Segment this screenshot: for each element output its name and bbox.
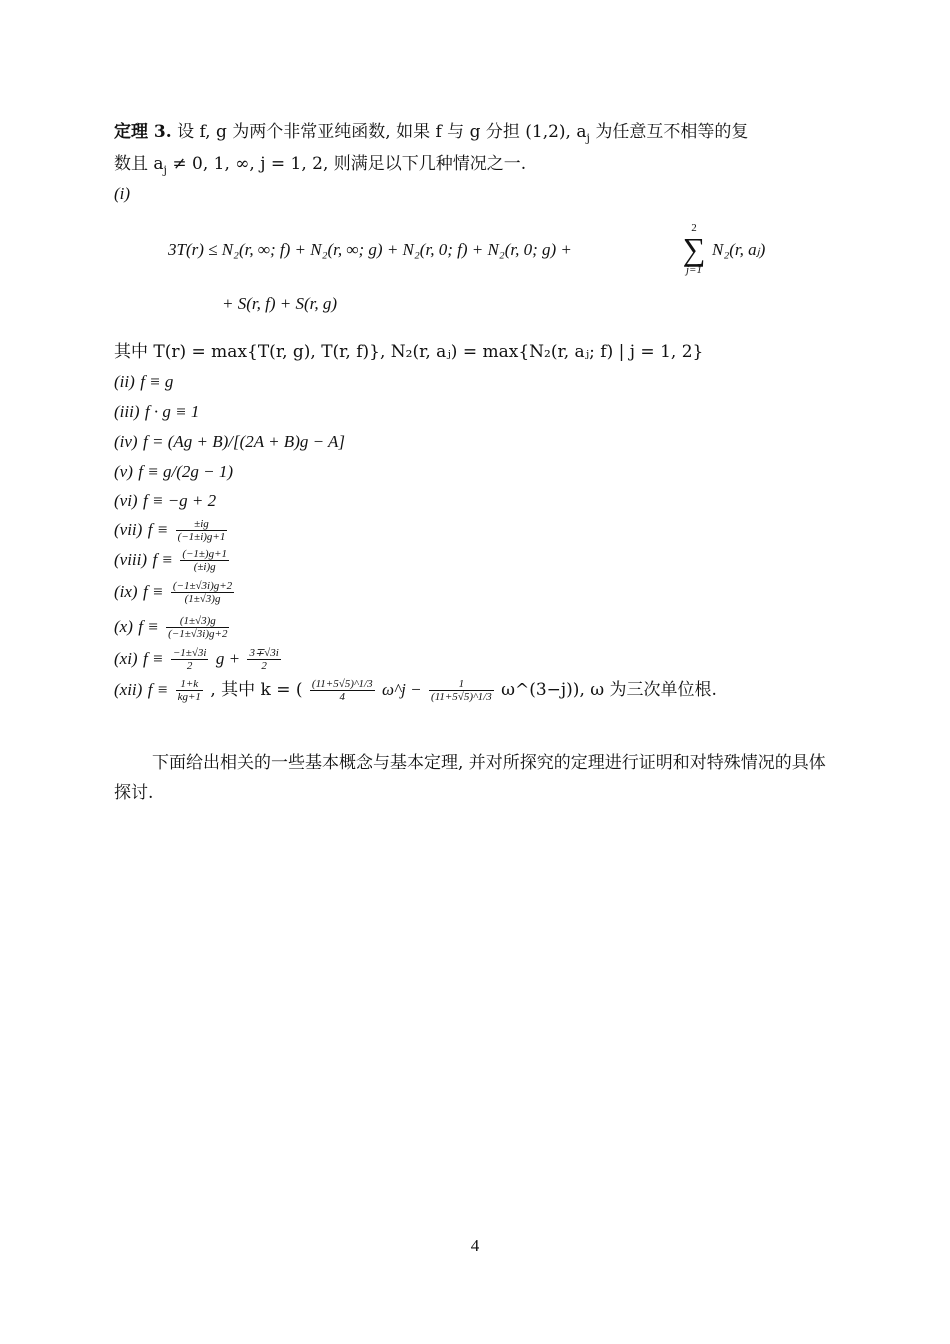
case-xii-where: , 其中 k = ( xyxy=(210,680,303,700)
fraction xyxy=(166,615,229,640)
case-ix xyxy=(114,580,236,605)
case-label: (vi) xyxy=(114,491,138,510)
denominator: (11+5√5)^1/3 xyxy=(431,691,492,703)
case-lhs: f ≡ xyxy=(147,680,169,699)
case-i-label: (i) xyxy=(114,184,131,203)
case-lhs: f ≡ xyxy=(147,520,169,539)
theorem-sub-1: j xyxy=(586,131,590,145)
fraction xyxy=(247,647,280,672)
denominator: (1±√3)g xyxy=(184,593,221,605)
case-lhs: f ≡ xyxy=(152,550,173,569)
case-v xyxy=(114,460,233,484)
case-label: (x) xyxy=(114,617,133,636)
case-xii xyxy=(114,678,717,703)
fraction xyxy=(176,518,228,543)
theorem-line-2 xyxy=(114,152,526,182)
case-label: (ix) xyxy=(114,582,138,601)
denominator: kg+1 xyxy=(177,691,201,703)
fraction xyxy=(180,548,229,573)
numerator: (−1±√3i)g+2 xyxy=(172,580,233,592)
case-expr: f ≡ g xyxy=(140,372,174,391)
denominator: 2 xyxy=(186,660,193,672)
case-i-equation-line-2: + S(r, f) + S(r, g) xyxy=(222,294,338,313)
numerator: (1±√3)g xyxy=(166,615,229,628)
denominator: (−1±i)g+1 xyxy=(177,531,226,543)
case-lhs: f ≡ xyxy=(143,582,164,601)
numerator: −1±√3i xyxy=(172,647,207,659)
case-xi xyxy=(114,647,283,672)
numerator: (11+5√5)^1/3 xyxy=(311,678,373,690)
case-x xyxy=(114,615,231,640)
case-vii xyxy=(114,518,229,543)
case-label: (iv) xyxy=(114,432,138,451)
theorem-text-1: 设 f, g 为两个非常亚纯函数, 如果 f 与 g 分担 (1,2), a xyxy=(177,122,587,142)
page-number: 4 xyxy=(470,1236,480,1255)
fraction xyxy=(171,647,209,672)
numerator: ±ig xyxy=(176,518,228,531)
numerator: 1 xyxy=(429,678,494,691)
theorem-line-1 xyxy=(114,120,748,150)
case-label: (viii) xyxy=(114,550,148,569)
case-xii-tail: ω^(3−j)), ω 为三次单位根. xyxy=(501,680,717,700)
case-i-sum-term: N₂(r, aⱼ) xyxy=(712,240,766,259)
theorem-text-2: 数且 a xyxy=(114,154,164,174)
case-lhs: f ≡ xyxy=(138,617,159,636)
case-label: (v) xyxy=(114,462,133,481)
case-label: (xii) xyxy=(114,680,143,699)
theorem-text-2-tail: ≠ 0, 1, ∞, j = 1, 2, 则满足以下几种情况之一. xyxy=(166,154,527,174)
case-expr: f = (Ag + B)/[(2A + B)g − A] xyxy=(143,432,346,451)
numerator: 1+k xyxy=(176,678,203,691)
summation-upper: 2 xyxy=(691,222,697,234)
case-mid: g + xyxy=(215,649,241,668)
case-expr: f · g ≡ 1 xyxy=(144,402,200,421)
case-expr: f ≡ −g + 2 xyxy=(143,491,217,510)
case-i-equation-line-1: 3T(r) ≤ N₂(r, ∞; f) + N₂(r, ∞; g) + N₂(r, 0; f) + N₂(r, 0; g) + xyxy=(168,240,572,259)
fraction xyxy=(171,580,234,605)
case-label: (xi) xyxy=(114,649,138,668)
summation-lower: j=1 xyxy=(686,264,702,276)
theorem-text-1-tail: 为任意互不相等的复 xyxy=(589,122,749,142)
denominator: 4 xyxy=(339,691,345,703)
case-iii xyxy=(114,400,199,424)
summation-sign: ∑ xyxy=(682,231,706,267)
case-ii xyxy=(114,370,173,394)
summation xyxy=(680,222,708,276)
fraction xyxy=(176,678,203,703)
case-expr: f ≡ g/(2g − 1) xyxy=(138,462,233,481)
case-vi xyxy=(114,489,216,513)
fraction xyxy=(310,678,375,703)
denominator: 2 xyxy=(261,660,267,672)
theorem-label: 定理 3. xyxy=(114,122,172,142)
denominator: (−1±√3i)g+2 xyxy=(168,628,228,640)
case-xii-mid: ω^j − xyxy=(382,680,422,699)
case-label: (iii) xyxy=(114,402,140,421)
case-lhs: f ≡ xyxy=(143,649,164,668)
body-paragraph: 下面给出相关的一些基本概念与基本定理, 并对所探究的定理进行证明和对特殊情况的具体探讨. xyxy=(114,753,826,803)
case-viii xyxy=(114,548,231,573)
case-i-where: 其中 T(r) = max{T(r, g), T(r, f)}, N₂(r, aⱼ) = max{N₂(r, aⱼ; f) | j = 1, 2} xyxy=(114,342,704,362)
case-label: (ii) xyxy=(114,372,135,391)
denominator: (±i)g xyxy=(193,561,216,573)
fraction xyxy=(429,678,494,703)
theorem-sub-2: j xyxy=(163,163,167,177)
case-label: (vii) xyxy=(114,520,143,539)
case-iv xyxy=(114,430,345,454)
numerator: 3∓√3i xyxy=(249,647,279,659)
numerator: (−1±)g+1 xyxy=(182,548,228,560)
